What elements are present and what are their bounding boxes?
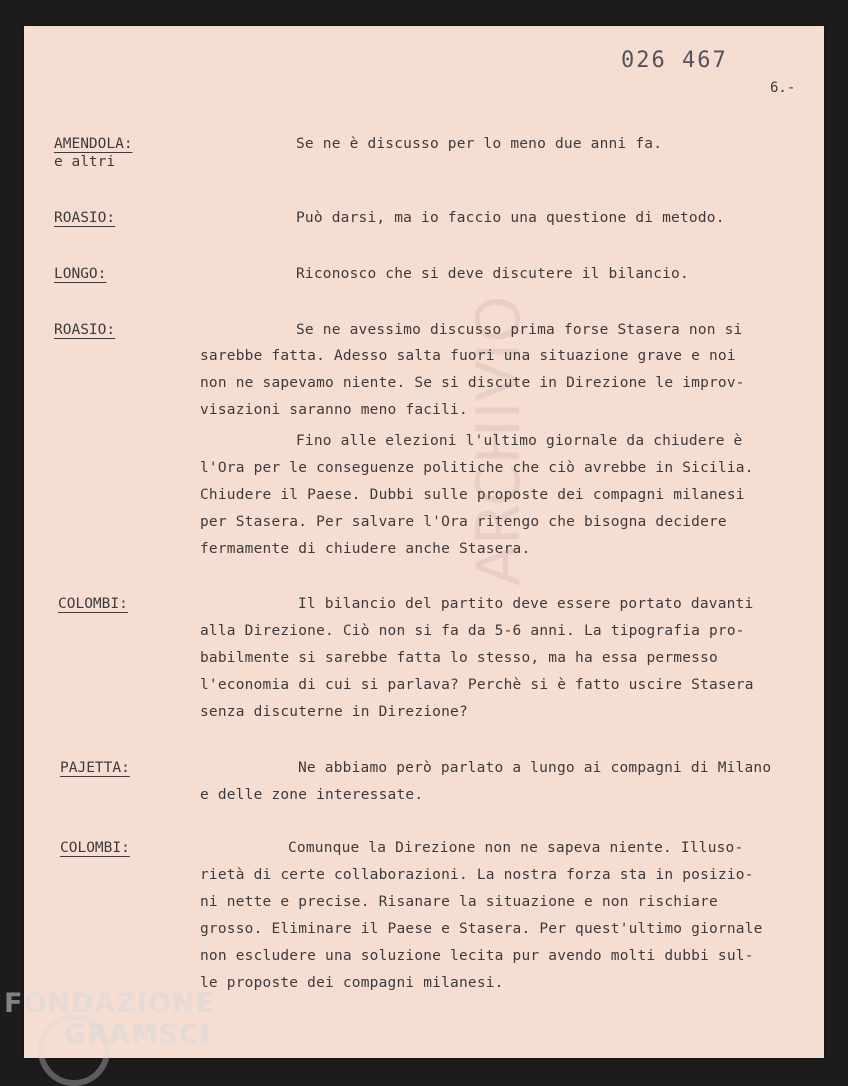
text-line: Riconosco che si deve discutere il bilancio.: [296, 266, 689, 282]
speaker-label: PAJETTA:: [60, 760, 130, 776]
text-line: ni nette e precise. Risanare la situazione e non rischiare: [200, 894, 718, 910]
text-line: per Stasera. Per salvare l'Ora ritengo che bisogna decidere: [200, 514, 727, 530]
text-line: senza discuterne in Direzione?: [200, 704, 468, 720]
speaker-sublabel: e altri: [54, 154, 116, 170]
speaker-label: COLOMBI:: [58, 596, 128, 612]
logo-ring-icon: [38, 1014, 110, 1086]
text-line: l'Ora per le conseguenze politiche che ciò avrebbe in Sicilia.: [200, 460, 754, 476]
text-line: rietà di certe collaborazioni. La nostra forza sta in posizio-: [200, 867, 754, 883]
speaker-label: LONGO:: [54, 266, 107, 282]
speaker-label: AMENDOLA:: [54, 136, 133, 152]
text-line: Il bilancio del partito deve essere portato davanti: [298, 596, 754, 612]
text-line: le proposte dei compagni milanesi.: [200, 975, 504, 991]
text-line: Chiudere il Paese. Dubbi sulle proposte dei compagni milanesi: [200, 487, 745, 503]
speaker-label: COLOMBI:: [60, 840, 130, 856]
text-line: Può darsi, ma io faccio una questione di metodo.: [296, 210, 725, 226]
text-line: l'economia di cui si parlava? Perchè si è fatto uscire Stasera: [200, 677, 754, 693]
text-line: non escludere una soluzione lecita pur avendo molti dubbi sul-: [200, 948, 754, 964]
archive-watermark: ARCHIVIO: [464, 295, 534, 586]
text-line: visazioni saranno meno facili.: [200, 402, 468, 418]
page-number: 6.-: [770, 80, 796, 96]
text-line: e delle zone interessate.: [200, 787, 424, 803]
text-line: Ne abbiamo però parlato a lungo ai compagni di Milano: [298, 760, 772, 776]
text-line: Fino alle elezioni l'ultimo giornale da chiudere è: [296, 433, 743, 449]
speaker-label: ROASIO:: [54, 322, 116, 338]
text-line: Se ne avessimo discusso prima forse Stasera non si: [296, 322, 743, 338]
speaker-label: ROASIO:: [54, 210, 116, 226]
text-line: grosso. Eliminare il Paese e Stasera. Per quest'ultimo giornale: [200, 921, 763, 937]
text-line: babilmente si sarebbe fatta lo stesso, ma ha essa permesso: [200, 650, 718, 666]
typewritten-page: [24, 26, 824, 1058]
text-line: fermamente di chiudere anche Stasera.: [200, 541, 531, 557]
text-line: Comunque la Direzione non ne sapeva niente. Illuso-: [288, 840, 744, 856]
text-line: alla Direzione. Ciò non si fa da 5-6 anni. La tipografia pro-: [200, 623, 745, 639]
text-line: non ne sapevamo niente. Se si discute in Direzione le improv-: [200, 375, 745, 391]
fondazione-gramsci-logo: FONDAZIONE GRAMSCI: [4, 988, 215, 1050]
text-line: Se ne è discusso per lo meno due anni fa.: [296, 136, 663, 152]
document-number: 026 467: [621, 48, 728, 73]
text-line: sarebbe fatta. Adesso salta fuori una situazione grave e noi: [200, 348, 736, 364]
